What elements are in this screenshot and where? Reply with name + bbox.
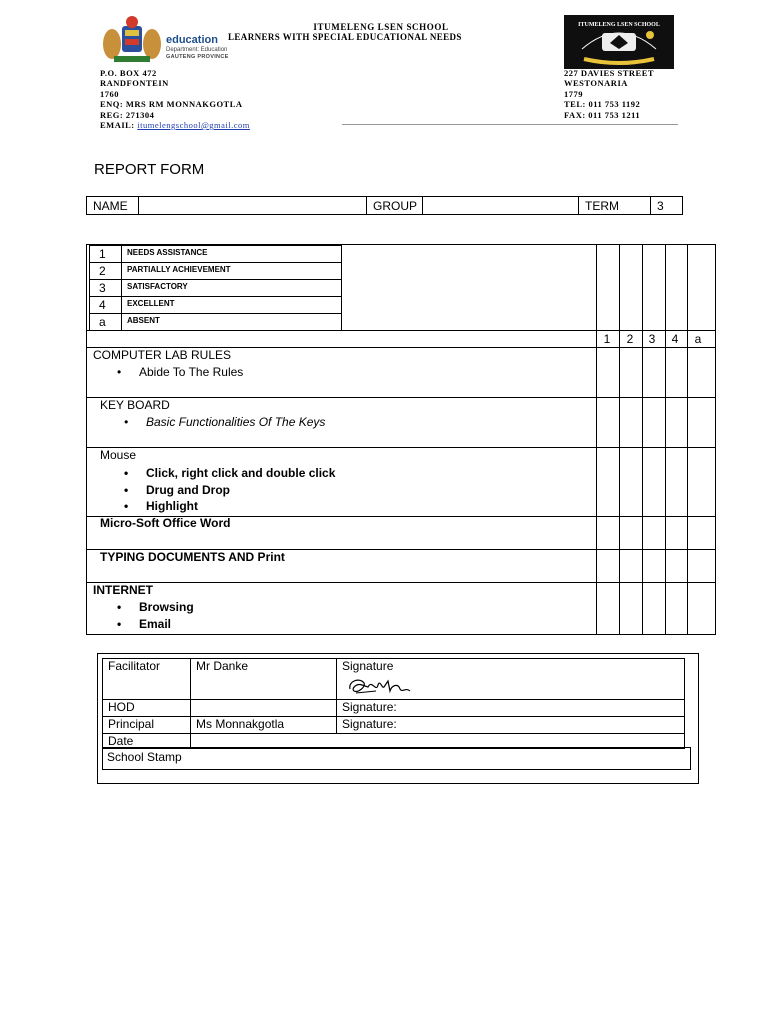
col-divider [687,244,688,635]
col-divider [619,244,620,635]
legend-row [90,246,342,263]
address-line: ENQ: MRS RM MONNAKGOTLA [100,99,243,110]
email-link[interactable]: itumelengschool@gmail.com [137,120,250,131]
address-line: TEL: 011 753 1192 [564,99,641,110]
signoff-table [102,658,685,749]
row-divider [86,397,716,398]
rating-col-2: 2 [626,332,634,346]
section-item: • Browsing [139,600,194,614]
section-title: TYPING DOCUMENTS AND Print [100,550,285,564]
legend-label: PARTIALLY ACHIEVEMENT [122,263,342,280]
legend-label: NEEDS ASSISTANCE [122,246,342,263]
section-item: • Basic Functionalities Of The Keys [146,415,325,429]
principal-signature-label[interactable]: Signature: [337,717,685,734]
address-line: REG: 271304 [100,109,155,120]
address-line: 1760 [100,88,119,99]
principal-name[interactable]: Ms Monnakgotla [191,717,337,734]
date-label: Date [103,734,191,749]
section-item: • Highlight [146,499,198,513]
assessment-grid [86,244,716,635]
principal-label: Principal [103,717,191,734]
legend-label: ABSENT [122,314,342,331]
letterhead-divider [342,124,678,125]
legend-label: SATISFACTORY [122,280,342,297]
address-line: RANDFONTEIN [100,78,169,89]
legend-row [90,263,342,280]
name-field[interactable] [139,197,367,215]
address-left [100,68,250,130]
letterhead [96,12,680,131]
section-item: • Email [139,617,171,631]
legend-code: 4 [90,297,122,314]
address-right [564,68,654,120]
address-line: 1779 [564,88,583,99]
facilitator-name[interactable]: Mr Danke [191,659,337,700]
address-line: P.O. BOX 472 [100,68,157,78]
row-divider [86,582,716,583]
legend-label: EXCELLENT [122,297,342,314]
legend-row [90,314,342,331]
hod-name[interactable] [191,700,337,717]
facilitator-label: Facilitator [103,659,191,700]
section-title: KEY BOARD [100,398,170,412]
address-line: FAX: 011 753 1211 [564,109,641,120]
email-label: EMAIL: [100,120,135,131]
row-divider [86,330,716,331]
province-line: GAUTENG PROVINCE [166,54,229,60]
school-subtitle: LEARNERS WITH SPECIAL EDUCATIONAL NEEDS [228,32,462,42]
rating-legend [89,245,342,331]
badge-text: ITUMELENG LSEN SCHOOL [578,22,660,28]
group-label: GROUP [367,197,423,215]
legend-code: 2 [90,263,122,280]
section-title: COMPUTER LAB RULES [93,348,232,362]
rating-col-3: 3 [648,332,656,346]
name-label: NAME [87,197,139,215]
school-name: ITUMELENG LSEN SCHOOL [313,22,449,32]
rating-col-4: 4 [671,332,679,346]
legend-code: 3 [90,280,122,297]
term-label: TERM [579,197,651,215]
address-line: 227 DAVIES STREET [564,68,655,78]
school-badge-icon [564,15,674,69]
education-sub-line: Department: Education [166,47,228,53]
term-field[interactable]: 3 [651,197,683,215]
rating-col-1: 1 [603,332,611,346]
education-word: education [166,34,218,46]
section-item: • Click, right click and double click [146,466,335,480]
learner-info-table [86,196,683,215]
col-divider [665,244,666,635]
school-stamp-field[interactable]: School Stamp [102,747,691,770]
legend-row [90,280,342,297]
legend-code: a [90,314,122,331]
section-item: • Abide To The Rules [139,365,243,379]
section-title: Micro-Soft Office Word [100,516,231,530]
legend-code: 1 [90,246,122,263]
row-divider [86,447,716,448]
legend-row [90,297,342,314]
rating-col-absent: a [694,332,702,346]
gauteng-coat-of-arms-icon [100,14,164,64]
handwritten-signature-icon [346,675,416,699]
section-title: INTERNET [93,583,153,597]
hod-label: HOD [103,700,191,717]
group-field[interactable] [423,197,579,215]
address-line: WESTONARIA [564,78,628,89]
email-line [100,120,250,130]
hod-signature-label[interactable]: Signature: [337,700,685,717]
section-title: Mouse [100,448,137,462]
section-item: • Drug and Drop [146,483,230,497]
facilitator-signature-label[interactable]: Signature [337,659,685,700]
col-divider [596,244,597,635]
col-divider [642,244,643,635]
page-title: REPORT FORM [94,161,205,178]
